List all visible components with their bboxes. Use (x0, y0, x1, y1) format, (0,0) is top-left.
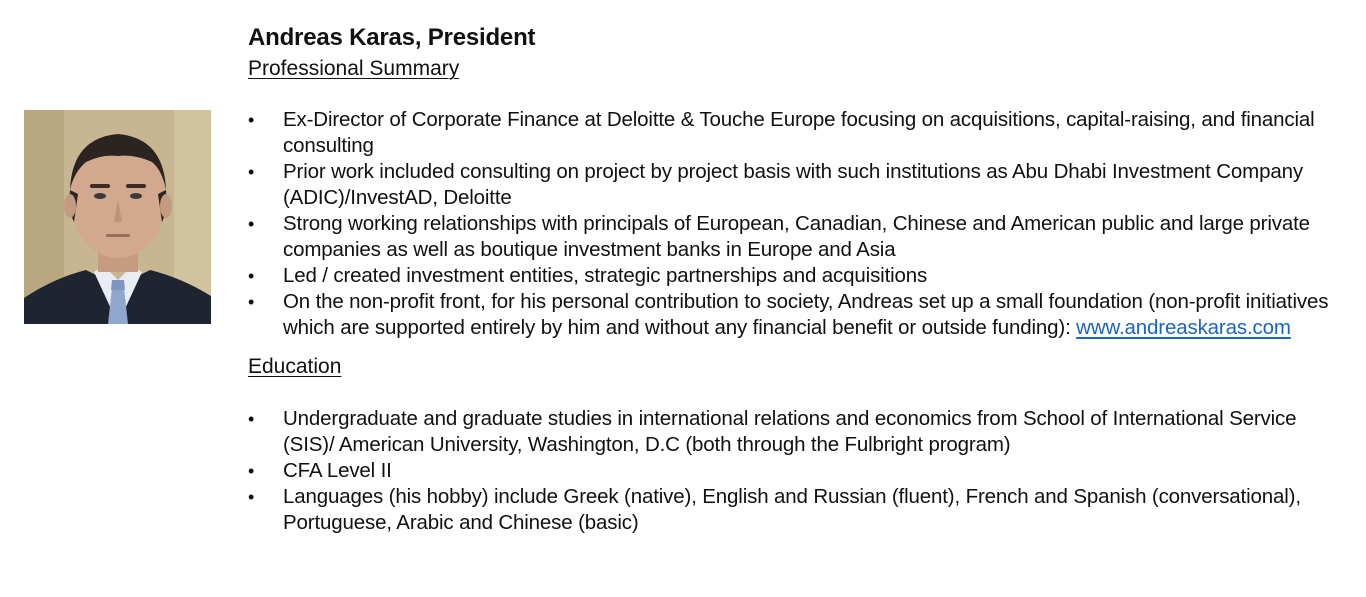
bullet-icon: • (248, 461, 255, 481)
list-item (248, 263, 1348, 289)
bullet-icon: • (248, 409, 255, 429)
education-heading: Education (248, 355, 342, 378)
summary-item-text: On the non-profit front, for his personal contribution to society, Andreas set up a small foundation (non-profit initiatives which are supported entirely by him and without any financial benefit or outside funding): (283, 290, 1329, 339)
list-item (248, 484, 1348, 536)
education-item-text: CFA Level II (283, 459, 392, 482)
person-name-title: Andreas Karas, President (248, 24, 536, 51)
bullet-icon: • (248, 487, 255, 507)
bullet-icon: • (248, 162, 255, 182)
summary-heading: Professional Summary (248, 57, 460, 80)
list-item (248, 458, 1348, 484)
list-item (248, 107, 1348, 159)
list-item (248, 159, 1348, 211)
education-list (248, 406, 1348, 536)
summary-item-text: Led / created investment entities, strategic partnerships and acquisitions (283, 264, 928, 287)
foundation-website-link[interactable]: www.andreaskaras.com (1076, 316, 1291, 339)
education-item-text: Languages (his hobby) include Greek (native), English and Russian (fluent), French and Spanish (conversational), Portuguese, Arabic and Chinese (basic) (283, 485, 1301, 534)
list-item (248, 289, 1348, 341)
summary-item-text: Prior work included consulting on project by project basis with such institutions as Abu Dhabi Investment Company (ADIC)/InvestAD, Deloitte (283, 160, 1303, 209)
summary-item-text: Strong working relationships with principals of European, Canadian, Chinese and American public and large private companies as well as boutique investment banks in Europe and Asia (283, 212, 1310, 261)
list-item (248, 406, 1348, 458)
summary-item-text: Ex-Director of Corporate Finance at Deloitte & Touche Europe focusing on acquisitions, capital-raising, and financial consulting (283, 108, 1315, 157)
list-item (248, 211, 1348, 263)
summary-list (248, 107, 1348, 341)
bullet-icon: • (248, 110, 255, 130)
profile-content (248, 22, 1348, 536)
bullet-icon: • (248, 214, 255, 234)
portrait-photo (24, 110, 211, 324)
bullet-icon: • (248, 266, 255, 286)
education-item-text: Undergraduate and graduate studies in international relations and economics from School of International Service (SIS)/ American University, Washington, D.C (both through the Fulbright program) (283, 407, 1297, 456)
bullet-icon: • (248, 292, 255, 312)
